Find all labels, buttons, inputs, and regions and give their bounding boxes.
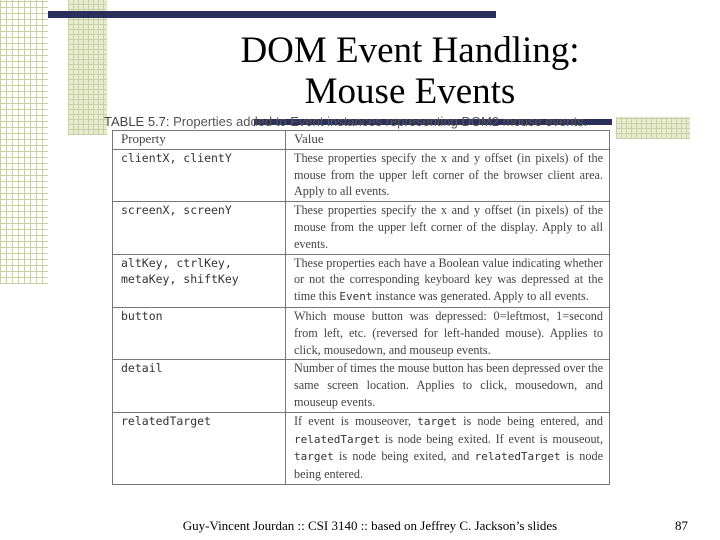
cell-value-text: is node being entered, and [456, 413, 604, 428]
cell-property: screenX, screenY [113, 202, 286, 254]
cell-value-code: Event [339, 290, 373, 304]
cell-value-text: is node being exited, and [333, 449, 475, 464]
page-number: 87 [675, 518, 688, 533]
slide-title-line2: Mouse Events [304, 71, 516, 112]
table-row [113, 360, 610, 412]
properties-table [112, 130, 610, 485]
decorative-accent-box-right [616, 117, 690, 139]
cell-property: detail [113, 360, 286, 412]
cell-value: These properties specify the x and y offset (in pixels) of the mouse from the upper left corner of the browser client area. Apply to all events. [286, 149, 610, 201]
table-caption-number: TABLE 5.7: [104, 114, 170, 129]
cell-property: altKey, ctrlKey, metaKey, shiftKey [113, 254, 286, 307]
cell-property: button [113, 307, 286, 359]
cell-value-code: relatedTarget [294, 432, 381, 446]
table-caption [104, 114, 624, 129]
cell-value-code: relatedTarget [474, 450, 561, 464]
cell-property: clientX, clientY [113, 149, 286, 201]
cell-value [286, 254, 610, 307]
header-property: Property [113, 131, 286, 150]
cell-value-text: is node being exited. If event is mouseout, [380, 431, 603, 446]
slide-footer: Guy-Vincent Jourdan :: CSI 3140 :: based on Jeffrey C. Jackson’s slides [182, 518, 558, 533]
table-row [113, 149, 610, 201]
cell-value-text: If event is mouseover, [294, 413, 418, 428]
cell-value-text: is node being entered. [294, 449, 603, 482]
cell-value [286, 412, 610, 484]
cell-value-text: instance was generated. Apply to all events. [372, 289, 589, 304]
cell-value: Number of times the mouse button has been depressed over the same screen location. Applies to click, mousedown, and mouseup events. [286, 360, 610, 412]
title-rule-top [48, 11, 496, 18]
slide-title-line1: DOM Event Handling: [240, 30, 580, 71]
cell-value: These properties specify the x and y offset (in pixels) of the mouse from the upper left corner of the display. Apply to all events. [286, 202, 610, 254]
cell-value-text: These properties each have a Boolean value indicating whether or not the corresponding keyboard key was depressed at the time this [294, 255, 603, 304]
table-caption-text: Properties added to Event instances representing DOM2 mouse events. [173, 114, 588, 129]
cell-value-code: target [417, 414, 457, 428]
header-value: Value [286, 131, 610, 150]
cell-value: Which mouse button was depressed: 0=leftmost, 1=second from left, etc. (reversed for left-handed mouse). Applies to click, mousedown, and mouseup events. [286, 307, 610, 359]
decorative-grid-strip [0, 0, 48, 284]
table-header-row [113, 131, 610, 150]
table-row [113, 202, 610, 254]
slide-title [130, 30, 690, 112]
table-row [113, 254, 610, 307]
decorative-accent-box [68, 0, 107, 135]
table-row [113, 412, 610, 484]
cell-value-code: target [294, 450, 334, 464]
cell-property: relatedTarget [113, 412, 286, 484]
table-row [113, 307, 610, 359]
